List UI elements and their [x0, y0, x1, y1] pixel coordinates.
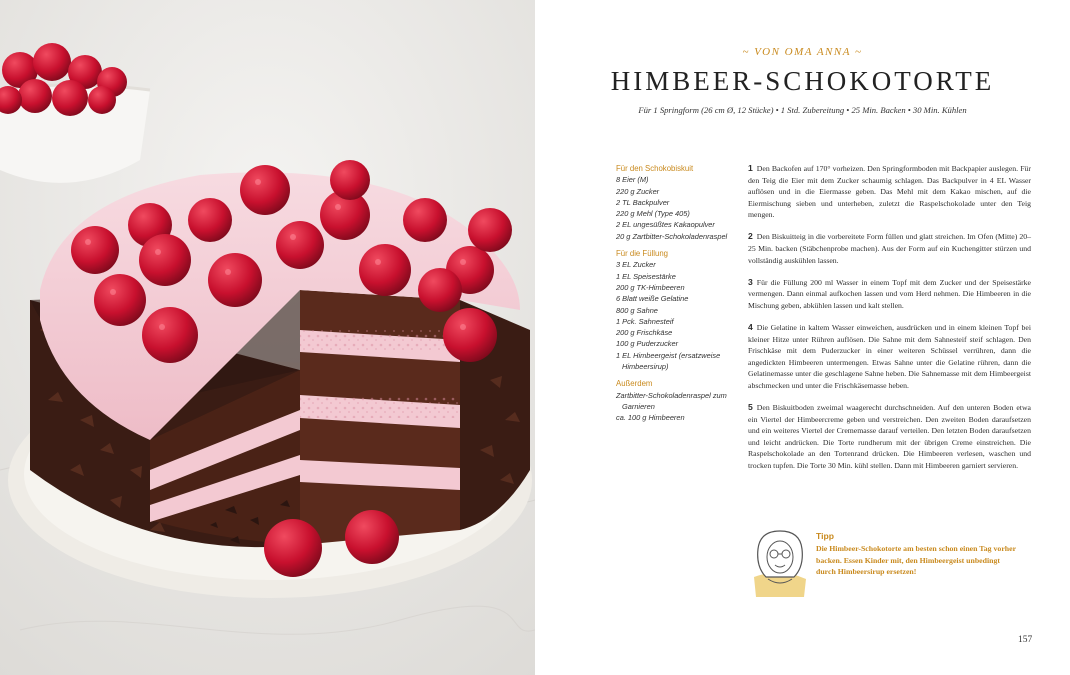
- ingredient-item: [616, 401, 734, 412]
- instruction-step: [748, 163, 1031, 221]
- ingredient-item: 1 Pck. Sahnesteif: [616, 316, 674, 326]
- ingredient-item-continuation: Himbeersirup): [622, 362, 669, 372]
- page-number: 157: [1018, 635, 1033, 645]
- step-text: Den Biskuitteig in die vorbereitete Form füllen und glatt streichen. Im Ofen (Mitte) 20–25 Min. backen (Stäbchenprobe machen). Aus der Form auf ein Kuchengitter stürzen und vollständig auskühlen lassen.: [748, 232, 1031, 265]
- step-number: 2: [748, 231, 753, 242]
- ingredient-item: ca. 100 g Himbeeren: [616, 413, 685, 423]
- step-text: Die Gelatine in kaltem Wasser einweichen, ausdrücken und in einem kleinen Topf bei kleiner Hitze unter Rühren auflösen. Die Sahne mit dem Sahnesteif steif schlagen. Den Frischkäse mit dem Puderzucker in einer weiteren Schüssel verrühren, dann die angedickten Himbeeren untermengen. Etwas Sahne unter die Gelatine rühren, dann die Gelatinemasse unter die geschlagene Sahne heben. Die Sahnemasse mit dem Himbeergeist abschmecken und unter die Frischkäsemasse heben.: [748, 323, 1031, 390]
- ingredient-item: 2 TL Backpulver: [616, 197, 670, 207]
- instruction-step: [748, 277, 1031, 312]
- ingredient-item: 220 g Zucker: [616, 186, 660, 196]
- step-number: 3: [748, 276, 753, 287]
- step-text: Den Backofen auf 170° vorheizen. Den Springformboden mit Backpapier auslegen. Für den Teig die Eier mit dem Zucker schaumig schlagen. Das Backpulver in 4 EL Wasser auflösen und in die Eiermasse geben. Das Mehl mit dem Kakao mischen, auf die Eiermischung sieben und unterheben, zuletzt die Raspelschokolade unter den Teig mengen.: [748, 164, 1031, 220]
- ingredient-item: 200 g Frischkäse: [616, 328, 673, 338]
- step-number: 4: [748, 322, 753, 333]
- ingredient-item: 1 EL Himbeergeist (ersatzweise: [616, 350, 721, 360]
- instruction-step: [748, 402, 1031, 472]
- ingredient-item: 6 Blatt weiße Gelatine: [616, 294, 689, 304]
- step-text: Den Biskuitboden zweimal waagerecht durchschneiden. Auf den unteren Boden etwa ein Viertel der Himbeercreme geben und verstreichen. Den zweiten Boden daraufsetzen und ein weiteres Viertel der Crememasse darauf verteilen. Den letzten Boden daraufsetzen und leicht andrücken. Die Torte rundherum mit der übrigen Creme einstreichen. Die Raspelschokolade an den Tortenrand drücken. Die Himbeeren verlesen, waschen und trocken tupfen. Die Torte 30 Min. kühl stellen. Dann mit Himbeeren garniert servieren.: [748, 403, 1031, 471]
- tip-box: [748, 527, 1048, 607]
- ingredient-item: 8 Eier (M): [616, 175, 649, 185]
- recipe-page: [535, 0, 1070, 675]
- ingredient-group-heading: Für die Füllung: [616, 249, 669, 259]
- ingredient-item: 800 g Sahne: [616, 305, 658, 315]
- recipe-meta: Für 1 Springform (26 cm Ø, 12 Stücke) • 1 Std. Zubereitung • 25 Min. Backen • 30 Min. Kühlen: [638, 105, 967, 115]
- ingredient-group-heading: Für den Schokobiskuit: [616, 164, 694, 173]
- author-kicker: ~ VON OMA ANNA ~: [742, 46, 863, 58]
- step-number: 5: [748, 402, 753, 413]
- ingredient-item: 2 EL ungesüßtes Kakaopulver: [616, 220, 715, 230]
- ingredient-group-heading: Außerdem: [616, 379, 653, 389]
- ingredient-item: 20 g Zartbitter-Schokoladenraspel: [616, 231, 728, 241]
- ingredient-list: [616, 163, 734, 424]
- ingredient-item: 3 EL Zucker: [616, 260, 656, 270]
- ingredient-item: [616, 361, 734, 372]
- grandma-portrait-icon: [748, 527, 812, 599]
- tip-text: Die Himbeer-Schokotorte am besten schon einen Tag vorher backen. Essen Kinder mit, den Himbeergeist unbedingt durch Himbeersirup ersetzen!: [816, 544, 1016, 577]
- step-text: Für die Füllung 200 ml Wasser in einem Topf mit dem Zucker und der Speisestärke vermengen. Dann einmal aufkochen lassen und vom Herd nehmen. Die Himbeeren in die Mischung geben, abkühlen lassen und kalt stellen.: [748, 277, 1031, 310]
- ingredient-item: 220 g Mehl (Type 405): [616, 209, 690, 219]
- step-number: 1: [748, 163, 753, 173]
- instruction-step: [748, 231, 1031, 266]
- recipe-title: HIMBEER-SCHOKOTORTE: [610, 66, 995, 96]
- ingredient-item-continuation: Garnieren: [622, 401, 655, 411]
- tip-heading: Tipp: [816, 531, 834, 541]
- ingredient-item: 200 g TK-Himbeeren: [616, 282, 685, 292]
- ingredient-item: 1 EL Speisestärke: [616, 271, 676, 281]
- ingredient-item: 100 g Puderzucker: [616, 339, 679, 349]
- instruction-step: [748, 322, 1031, 392]
- instruction-steps: [748, 163, 1031, 482]
- ingredient-item: Zartbitter-Schokoladenraspel zum: [616, 390, 727, 400]
